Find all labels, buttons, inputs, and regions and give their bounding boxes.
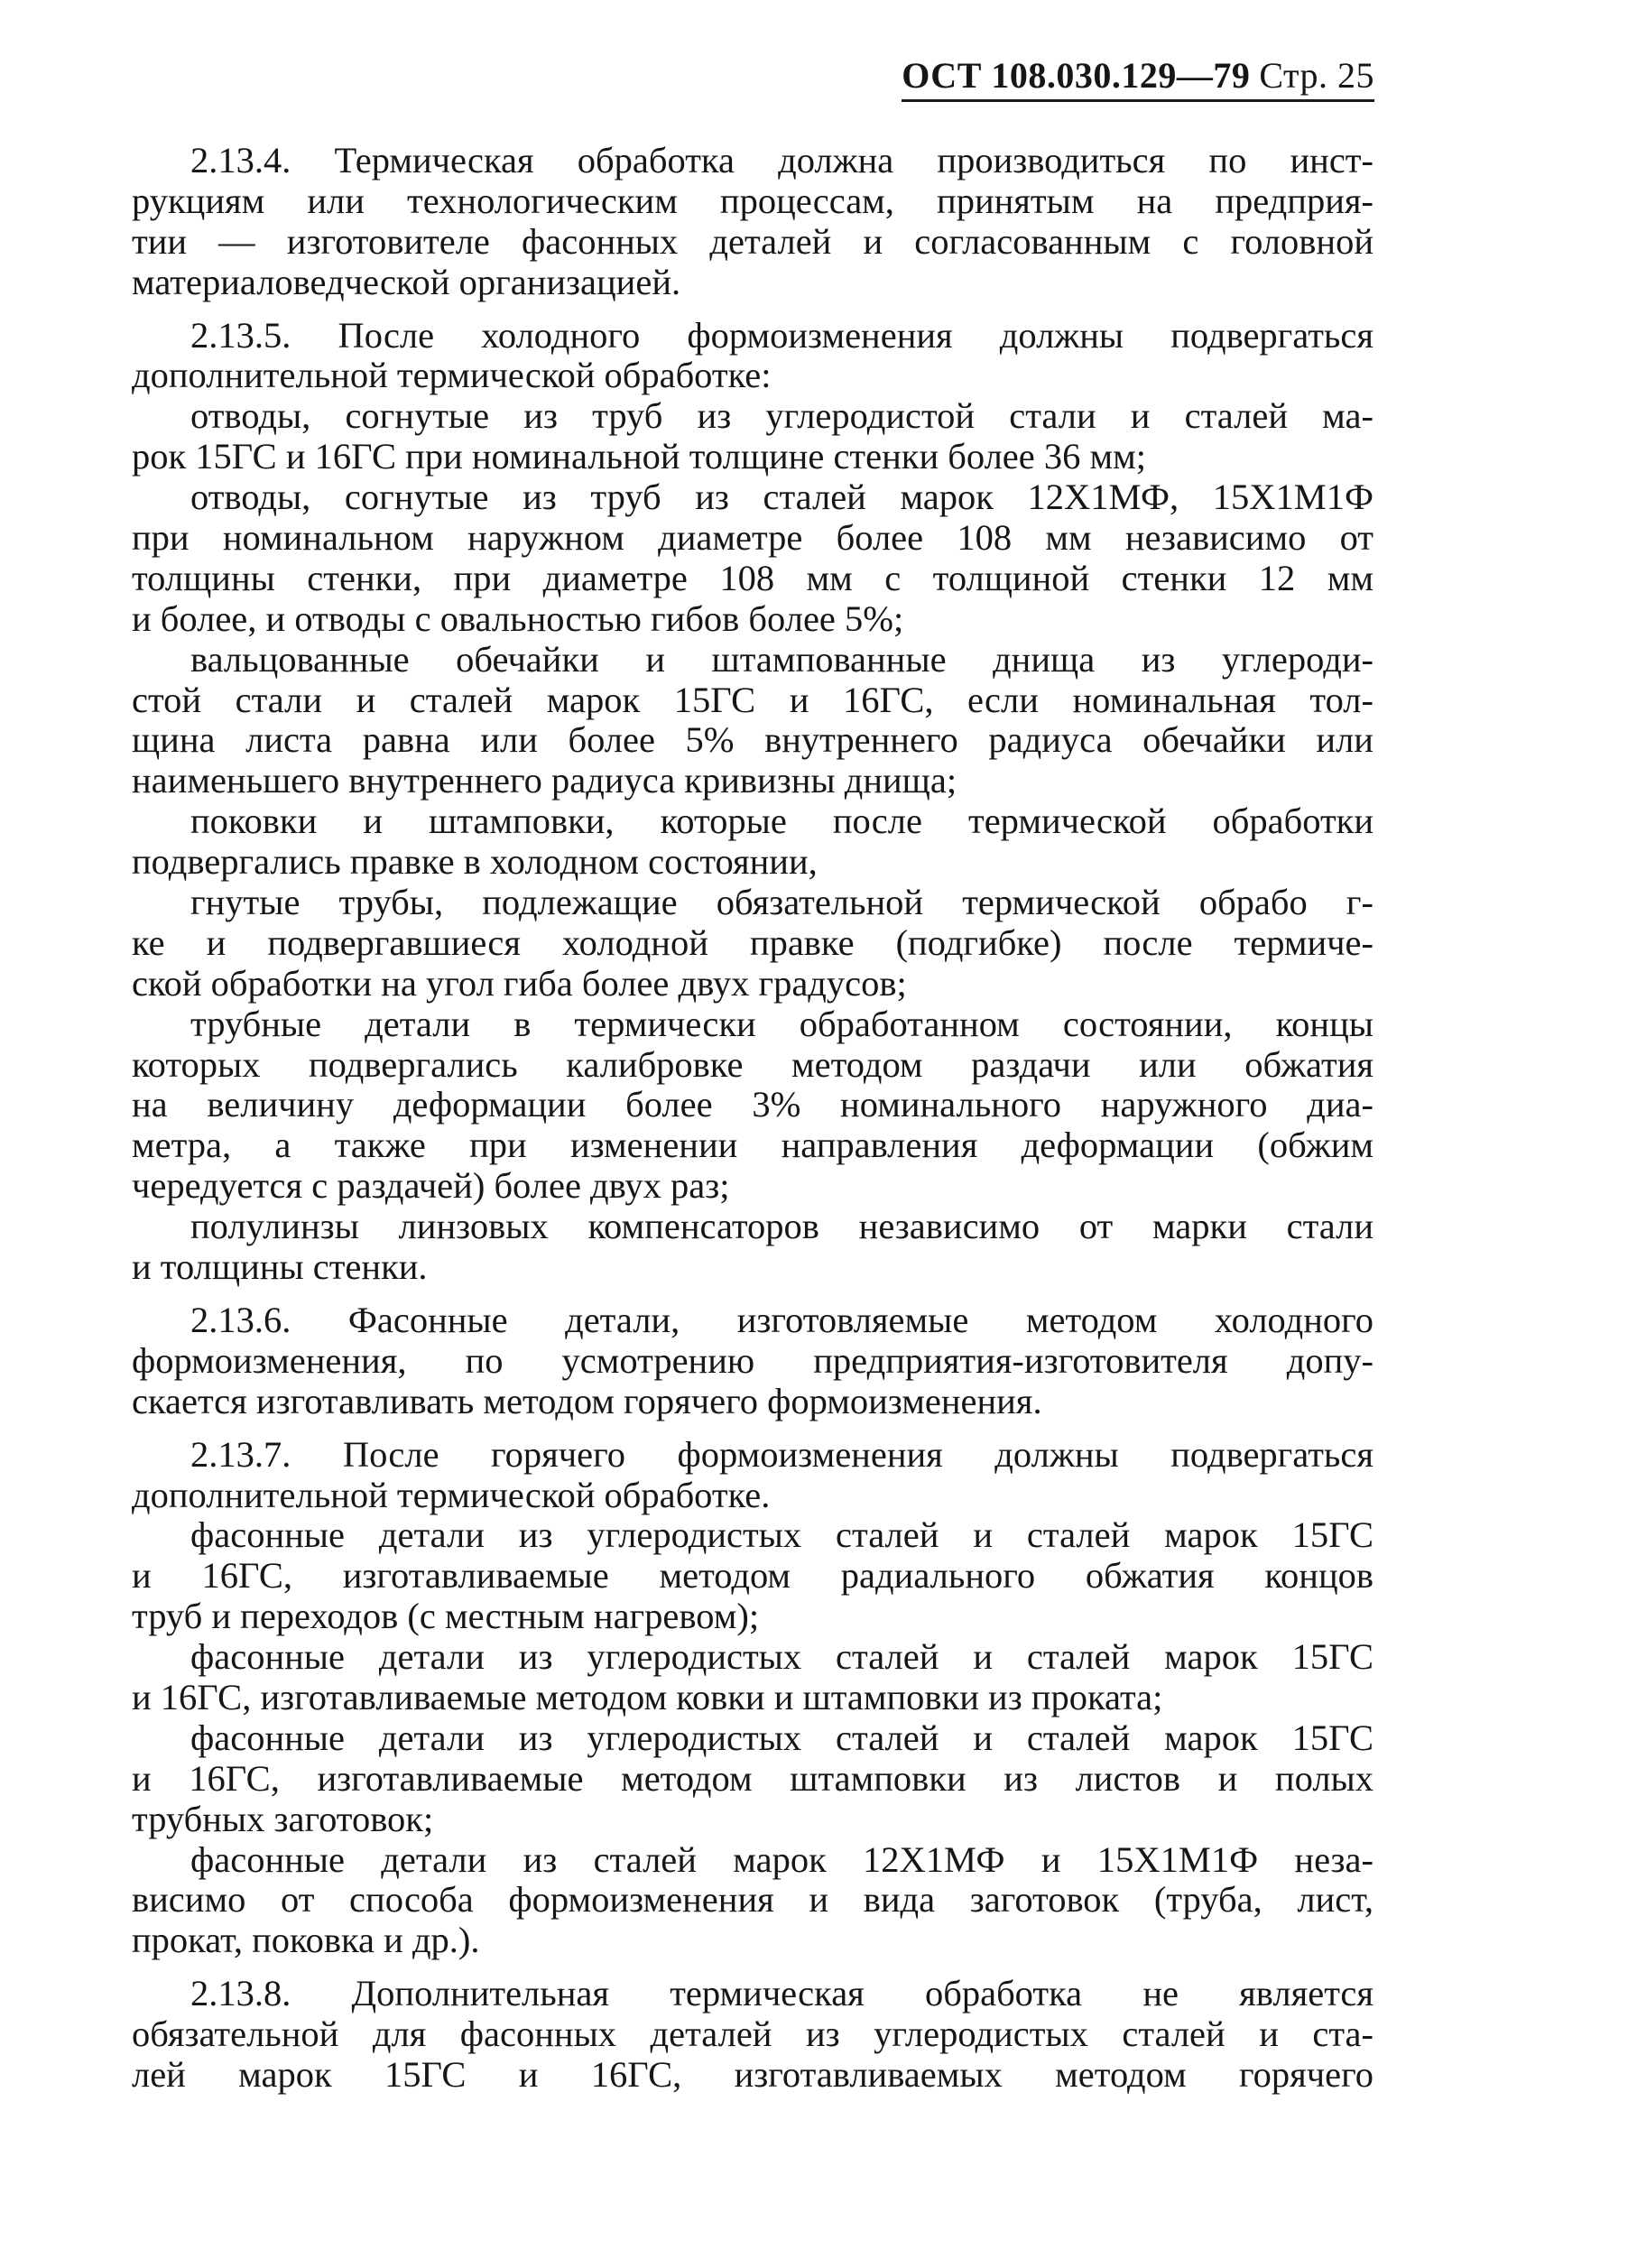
text-line: ской обработки на угол гиба более двух градусов; <box>132 963 907 1004</box>
text-line: и толщины стенки. <box>132 1247 428 1288</box>
text-line: на величину деформации более 3% номинального наружного диа- <box>132 1085 1373 1125</box>
text-line: гнутые трубы, подлежащие обязательной термической обрабо г- <box>190 883 1373 923</box>
document-code: ОСТ 108.030.129—79 <box>902 55 1251 96</box>
text-line: трубные детали в термически обработанном состоянии, концы <box>190 1004 1373 1044</box>
text-line: отводы, согнутые из труб из сталей марок 12Х1МФ, 15Х1М1Ф <box>190 477 1373 518</box>
paragraph-gap <box>132 1422 1373 1435</box>
text-line: полулинзы линзовых компенсаторов независимо от марки стали <box>190 1207 1373 1247</box>
text-line: фасонные детали из углеродистых сталей и сталей марок 15ГС <box>190 1515 1373 1556</box>
body-text <box>132 141 1373 2096</box>
text-line: фасонные детали из сталей марок 12Х1МФ и 15Х1М1Ф неза- <box>190 1839 1373 1880</box>
text-line: тии — изготовителе фасонных деталей и согласованным с головной <box>132 221 1373 262</box>
text-line: скается изготавливать методом горячего формоизменения. <box>132 1381 1042 1421</box>
text-line: дополнительной термической обработке. <box>132 1475 771 1515</box>
paragraph-gap <box>132 1288 1373 1301</box>
text-line: дополнительной термической обработке: <box>132 356 772 396</box>
text-line: которых подвергались калибровке методом раздачи или обжатия <box>132 1044 1373 1085</box>
text-line: вальцованные обечайки и штампованные днища из углероди- <box>190 639 1373 680</box>
text-line: 2.13.8. Дополнительная термическая обработка не является <box>190 1974 1373 2014</box>
text-line: лей марок 15ГС и 16ГС, изготавливаемых методом горячего <box>132 2054 1373 2095</box>
text-line: 2.13.7. После горячего формоизменения должны подвергаться <box>190 1434 1373 1475</box>
text-line: труб и переходов (с местным нагревом); <box>132 1597 760 1637</box>
text-line: метра, а также при изменении направления деформации (обжим <box>132 1125 1373 1166</box>
text-line: обязательной для фасонных деталей из углеродистых сталей и ста- <box>132 2014 1373 2055</box>
text-line: фасонные детали из углеродистых сталей и сталей марок 15ГС <box>190 1717 1373 1758</box>
text-line: 2.13.5. После холодного формоизменения должны подвергаться <box>190 315 1373 356</box>
text-line: чередуется с раздачей) более двух раз; <box>132 1166 730 1207</box>
text-line: 2.13.6. Фасонные детали, изготовляемые методом холодного <box>190 1300 1373 1340</box>
text-line: и 16ГС, изготавливаемые методом ковки и штамповки из проката; <box>132 1677 1163 1717</box>
text-line: наименьшего внутреннего радиуса кривизны днища; <box>132 761 957 801</box>
text-line: трубных заготовок; <box>132 1799 434 1839</box>
text-line: поковки и штамповки, которые после термической обработки <box>190 801 1373 842</box>
paragraph-gap <box>132 1961 1373 1974</box>
text-line: ке и подвергавшиеся холодной правке (подгибке) после термиче- <box>132 922 1373 963</box>
text-line: фасонные детали из углеродистых сталей и сталей марок 15ГС <box>190 1637 1373 1678</box>
text-line: подвергались правке в холодном состоянии, <box>132 842 818 883</box>
page-header <box>902 54 1374 102</box>
text-line: 2.13.4. Термическая обработка должна производиться по инст- <box>190 141 1373 181</box>
page-number: Стр. 25 <box>1259 55 1374 96</box>
text-line: и 16ГС, изготавливаемые методом радиального обжатия концов <box>132 1556 1373 1597</box>
text-line: прокат, поковка и др.). <box>132 1921 480 1961</box>
text-line: отводы, согнутые из труб из углеродистой стали и сталей ма- <box>190 396 1373 437</box>
text-line: висимо от способа формоизменения и вида заготовок (труба, лист, <box>132 1880 1373 1921</box>
text-line: рок 15ГС и 16ГС при номинальной толщине стенки более 36 мм; <box>132 437 1146 477</box>
text-line: и 16ГС, изготавливаемые методом штамповки из листов и полых <box>132 1758 1373 1799</box>
text-line: формоизменения, по усмотрению предприятия-изготовителя допу- <box>132 1340 1373 1381</box>
text-line: щина листа равна или более 5% внутреннего радиуса обечайки или <box>132 720 1373 761</box>
text-line: и более, и отводы с овальностью гибов более 5%; <box>132 598 904 639</box>
text-line: толщины стенки, при диаметре 108 мм с толщиной стенки 12 мм <box>132 558 1373 598</box>
paragraph-gap <box>132 303 1373 316</box>
text-line: стой стали и сталей марок 15ГС и 16ГС, если номинальная тол- <box>132 680 1373 720</box>
text-line: материаловедческой организацией. <box>132 262 681 302</box>
text-line: при номинальном наружном диаметре более 108 мм независимо от <box>132 518 1373 559</box>
text-line: рукциям или технологическим процессам, принятым на предприя- <box>132 181 1373 221</box>
